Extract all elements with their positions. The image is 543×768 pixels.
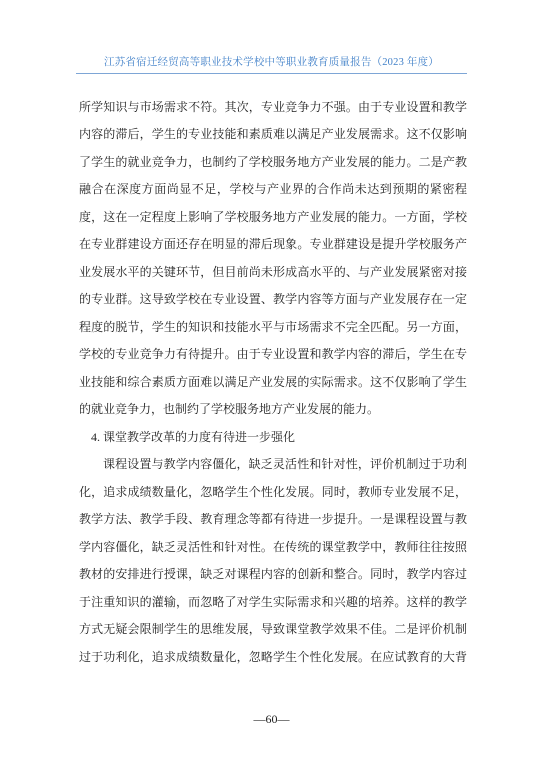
page-number: —60— bbox=[253, 712, 290, 726]
text-line: 业发展水平的关键环节，但目前尚未形成高水平的、与产业发展紧密对接 bbox=[79, 264, 467, 279]
text-line: 的专业群。这导致学校在专业设置、教学内容等方面与产业发展存在一定 bbox=[79, 292, 467, 306]
text-line: 融合在深度方面尚显不足，学校与产业界的合作尚未达到预期的紧密程 bbox=[79, 182, 467, 196]
text-line: 过于功利化，追求成绩数量化，忽略学生个性化发展。在应试教育的大背 bbox=[79, 649, 467, 664]
page-body bbox=[79, 94, 467, 672]
text-line: 程度的脱节，学生的知识和技能水平与市场需求不完全匹配。另一方面， bbox=[79, 319, 467, 334]
text-line: 所学知识与市场需求不符。其次，专业竞争力不强。由于专业设置和教学 bbox=[79, 99, 467, 114]
text-line: 了学生的就业竞争力，也制约了学校服务地方产业发展的能力。二是产教 bbox=[79, 154, 467, 169]
report-header-title: 江苏省宿迁经贸高等职业技术学校中等职业教育质量报告（2023 年度） bbox=[104, 57, 439, 68]
paragraph bbox=[79, 94, 467, 424]
text-line: 度，这在一定程度上影响了学校服务地方产业发展的能力。一方面，学校 bbox=[79, 209, 467, 224]
text-line: 业技能和综合素质方面难以满足产业发展的实际需求。这不仅影响了学生 bbox=[79, 374, 467, 389]
text-line: 教学方法、教学手段、教育理念等都有待进一步提升。一是课程设置与教 bbox=[79, 512, 467, 526]
paragraph bbox=[79, 451, 467, 671]
text-line: 的就业竞争力，也制约了学校服务地方产业发展的能力。 bbox=[79, 402, 380, 416]
header-divider bbox=[76, 73, 467, 74]
text-line: 教材的安排进行授课，缺乏对课程内容的创新和整合。同时，教学内容过 bbox=[79, 567, 467, 581]
text-line: 内容的滞后，学生的专业技能和素质难以满足产业发展需求。这不仅影响 bbox=[79, 127, 467, 141]
text-line: 学内容僵化，缺乏灵活性和针对性。在传统的课堂教学中，教师往往按照 bbox=[79, 539, 467, 554]
section-heading: 4. 课堂教学改革的力度有待进一步强化 bbox=[91, 429, 296, 444]
text-line: 在专业群建设方面还存在明显的滞后现象。专业群建设是提升学校服务产 bbox=[79, 237, 467, 251]
text-line: 课程设置与教学内容僵化，缺乏灵活性和针对性，评价机制过于功利 bbox=[103, 457, 467, 471]
text-line: 于注重知识的灌输，而忽略了对学生实际需求和兴趣的培养。这样的教学 bbox=[79, 594, 467, 609]
text-line: 方式无疑会限制学生的思维发展，导致课堂教学效果不佳。二是评价机制 bbox=[79, 622, 467, 636]
text-line: 学校的专业竞争力有待提升。由于专业设置和教学内容的滞后，学生在专 bbox=[79, 347, 467, 361]
text-line: 化，追求成绩数量化，忽略学生个性化发展。同时，教师专业发展不足， bbox=[79, 484, 467, 499]
